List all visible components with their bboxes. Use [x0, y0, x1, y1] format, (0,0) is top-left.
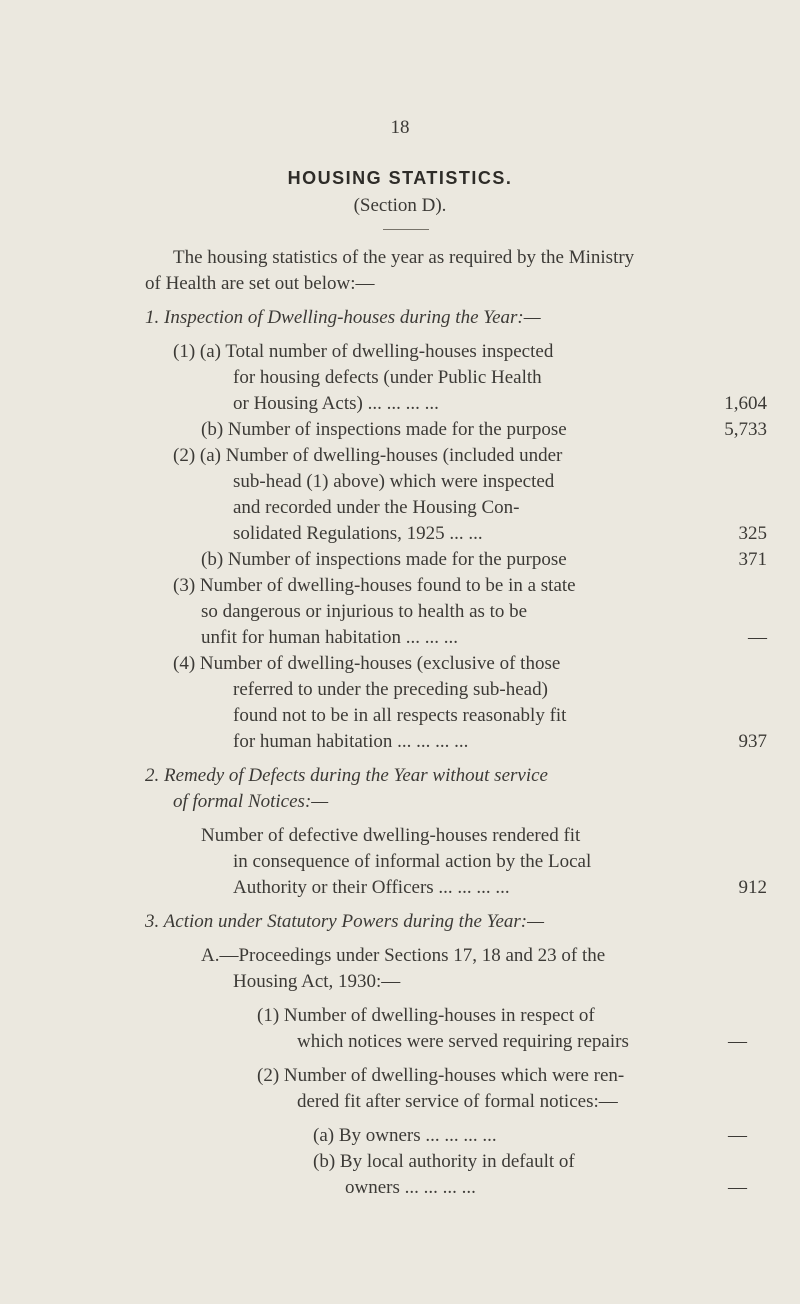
item-4-line-3: found not to be in all respects reasonably fit: [233, 705, 567, 726]
section-3-item-2b-value: —: [728, 1177, 747, 1198]
page-number: 18: [390, 117, 410, 138]
section-3-item-2a-value: —: [728, 1125, 747, 1146]
section-3-item-2-line-2: dered fit after service of formal notices:—: [297, 1091, 618, 1112]
item-2a-value: 325: [738, 523, 767, 544]
item-2a-line-2: sub-head (1) above) which were inspected: [233, 471, 555, 492]
item-1b-text: (b) Number of inspections made for the purpose: [201, 419, 567, 440]
item-4-line-2: referred to under the preceding sub-head): [233, 679, 548, 700]
section-3-item-2a-text: (a) By owners ... ... ... ...: [313, 1125, 497, 1146]
item-2a-line-3: and recorded under the Housing Con-: [233, 497, 520, 518]
item-1a-line-3: or Housing Acts) ... ... ... ...: [233, 393, 439, 414]
section-3-item-2b-line-1: (b) By local authority in default of: [313, 1151, 575, 1172]
page-subtitle: (Section D).: [353, 195, 447, 216]
item-2b-value: 371: [738, 549, 767, 570]
intro-line-2: of Health are set out below:—: [145, 273, 375, 294]
section-3-item-2-line-1: (2) Number of dwelling-houses which were ren-: [257, 1065, 625, 1086]
section-2-item-line-2: in consequence of informal action by the Local: [233, 851, 592, 872]
item-1b-value: 5,733: [724, 419, 767, 440]
page-title: HOUSING STATISTICS.: [287, 168, 513, 188]
item-1a-line-2: for housing defects (under Public Health: [233, 367, 542, 388]
item-1a-line-1: (1) (a) Total number of dwelling-houses inspected: [173, 341, 554, 362]
section-3a-line-2: Housing Act, 1930:—: [233, 971, 401, 992]
item-1a-value: 1,604: [724, 393, 767, 414]
item-2b-text: (b) Number of inspections made for the purpose: [201, 549, 567, 570]
section-1-heading: 1. Inspection of Dwelling-houses during the Year:—: [145, 307, 541, 328]
section-3-heading: 3. Action under Statutory Powers during the Year:—: [145, 911, 544, 932]
section-3-item-1-line-1: (1) Number of dwelling-houses in respect of: [257, 1005, 595, 1026]
item-4-line-4: for human habitation ... ... ... ...: [233, 731, 469, 752]
section-2-item-line-3: Authority or their Officers ... ... ... ...: [233, 877, 510, 898]
item-3-line-3: unfit for human habitation ... ... ...: [201, 627, 458, 648]
section-2-item-line-1: Number of defective dwelling-houses rendered fit: [201, 825, 581, 846]
section-2-heading-line-2: of formal Notices:—: [173, 791, 329, 812]
item-4-value: 937: [738, 731, 767, 752]
item-2a-line-1: (2) (a) Number of dwelling-houses (included under: [173, 445, 563, 466]
item-2a-line-4: solidated Regulations, 1925 ... ...: [233, 523, 483, 544]
item-3-line-1: (3) Number of dwelling-houses found to be in a state: [173, 575, 576, 596]
section-2-item-value: 912: [738, 877, 767, 898]
section-2-heading-line-1: 2. Remedy of Defects during the Year without service: [145, 765, 548, 786]
item-3-line-2: so dangerous or injurious to health as to be: [201, 601, 528, 622]
section-3a-line-1: A.—Proceedings under Sections 17, 18 and 23 of the: [201, 945, 606, 966]
section-3-item-1-line-2: which notices were served requiring repairs: [297, 1031, 629, 1052]
title-divider: [383, 229, 429, 230]
item-4-line-1: (4) Number of dwelling-houses (exclusive of those: [173, 653, 561, 674]
intro-line-1: The housing statistics of the year as required by the Ministry: [173, 247, 635, 268]
item-3-value: —: [748, 627, 767, 648]
section-3-item-2b-line-2: owners ... ... ... ...: [345, 1177, 476, 1198]
section-3-item-1-value: —: [728, 1031, 747, 1052]
